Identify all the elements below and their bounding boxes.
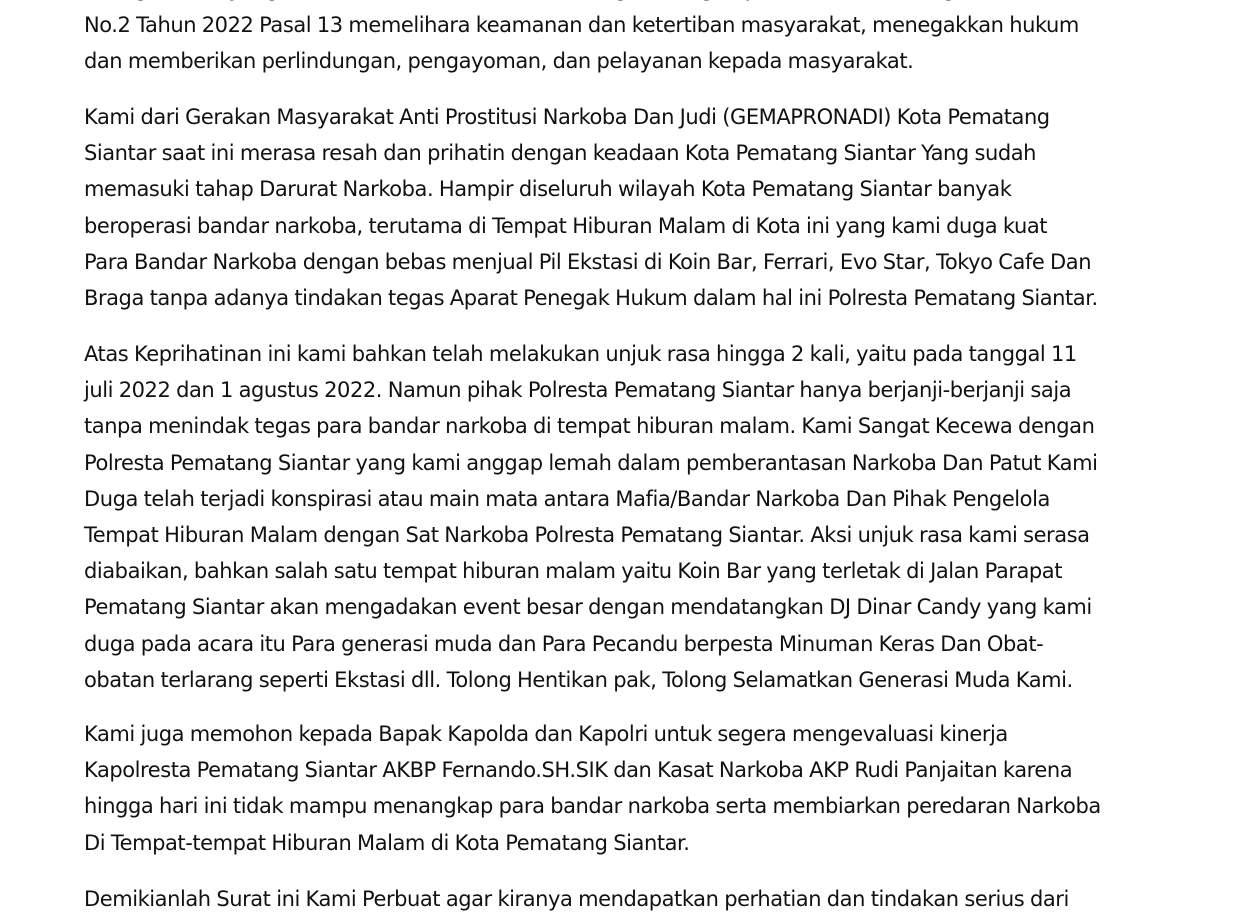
paragraph-closing [84, 881, 1219, 917]
paragraph-line [84, 0, 1219, 7]
paragraph-introduction [84, 99, 1219, 316]
paragraph-line: duga pada acara itu Para generasi muda dan Para Pecandu berpesta Minuman Keras Dan Obat- [84, 631, 1044, 656]
paragraph-line: Tempat Hiburan Malam dengan Sat Narkoba Polresta Pematang Siantar. Aksi unjuk rasa kami serasa [84, 523, 1090, 548]
paragraph-line: diabaikan, bahkan salah satu tempat hiburan malam yaitu Koin Bar yang terletak di Jalan Parapat [84, 559, 1062, 584]
paragraph-line: Kami juga memohon kepada Bapak Kapolda dan Kapolri untuk segera mengevaluasi kinerja [84, 722, 1008, 746]
paragraph-line: obatan terlarang seperti Ekstasi dll. Tolong Hentikan pak, Tolong Selamatkan Generasi Muda Kami. [84, 667, 1073, 692]
paragraph-line: No.2 Tahun 2022 Pasal 13 memelihara keamanan dan ketertiban masyarakat, menegakkan hukum [84, 13, 1079, 38]
paragraph-line: Duga telah terjadi konspirasi atau main mata antara Mafia/Bandar Narkoba Dan Pihak Pengelola [84, 486, 1050, 511]
paragraph-line: beroperasi bandar narkoba, terutama di Tempat Hiburan Malam di Kota ini yang kami duga kuat [84, 213, 1048, 238]
paragraph-line: Kami dari Gerakan Masyarakat Anti Prostitusi Narkoba Dan Judi (GEMAPRONADI) Kota Pematang [84, 105, 1050, 129]
paragraph-line: juli 2022 dan 1 agustus 2022. Namun pihak Polresta Pematang Siantar hanya berjanji-berjanji saja [84, 378, 1072, 403]
paragraph-line: hingga hari ini tidak mampu menangkap para bandar narkoba serta membiarkan peredaran Narkoba [84, 794, 1101, 819]
paragraph-request [84, 716, 1219, 861]
paragraph-line: Kapolresta Pematang Siantar AKBP Fernando.SH.SIK dan Kasat Narkoba AKP Rudi Panjaitan karena [84, 758, 1073, 783]
paragraph-line: Polresta Pematang Siantar yang kami anggap lemah dalam pemberantasan Narkoba Dan Patut Kami [84, 450, 1098, 475]
paragraph-line: Demikianlah Surat ini Kami Perbuat agar kiranya mendapatkan perhatian dan tindakan serius dari [84, 887, 1069, 911]
paragraph-line: Di Tempat-tempat Hiburan Malam di Kota Pematang Siantar. [84, 830, 690, 855]
paragraph-legal-basis [84, 0, 1219, 80]
paragraph-line: Siantar saat ini merasa resah dan prihatin dengan keadaan Kota Pematang Siantar Yang sudah [84, 141, 1037, 166]
paragraph-line: memasuki tahap Darurat Narkoba. Hampir diseluruh wilayah Kota Pematang Siantar banyak [84, 177, 1012, 202]
paragraph-protest [84, 336, 1219, 698]
paragraph-line: Atas Keprihatinan ini kami bahkan telah melakukan unjuk rasa hingga 2 kali, yaitu pada tanggal 11 [84, 342, 1077, 366]
paragraph-line: tanpa menindak tegas para bandar narkoba di tempat hiburan malam. Kami Sangat Kecewa dengan [84, 414, 1095, 439]
paragraph-line: Para Bandar Narkoba dengan bebas menjual Pil Ekstasi di Koin Bar, Ferrari, Evo Star, Tokyo Cafe Dan [84, 249, 1092, 274]
paragraph-line: Pematang Siantar akan mengadakan event besar dengan mendatangkan DJ Dinar Candy yang kami [84, 595, 1092, 620]
paragraph-line: Braga tanpa adanya tindakan tegas Aparat Penegak Hukum dalam hal ini Polresta Pematang Siantar. [84, 286, 1098, 311]
paragraph-line: dan memberikan perlindungan, pengayoman, dan pelayanan kepada masyarakat. [84, 49, 914, 74]
